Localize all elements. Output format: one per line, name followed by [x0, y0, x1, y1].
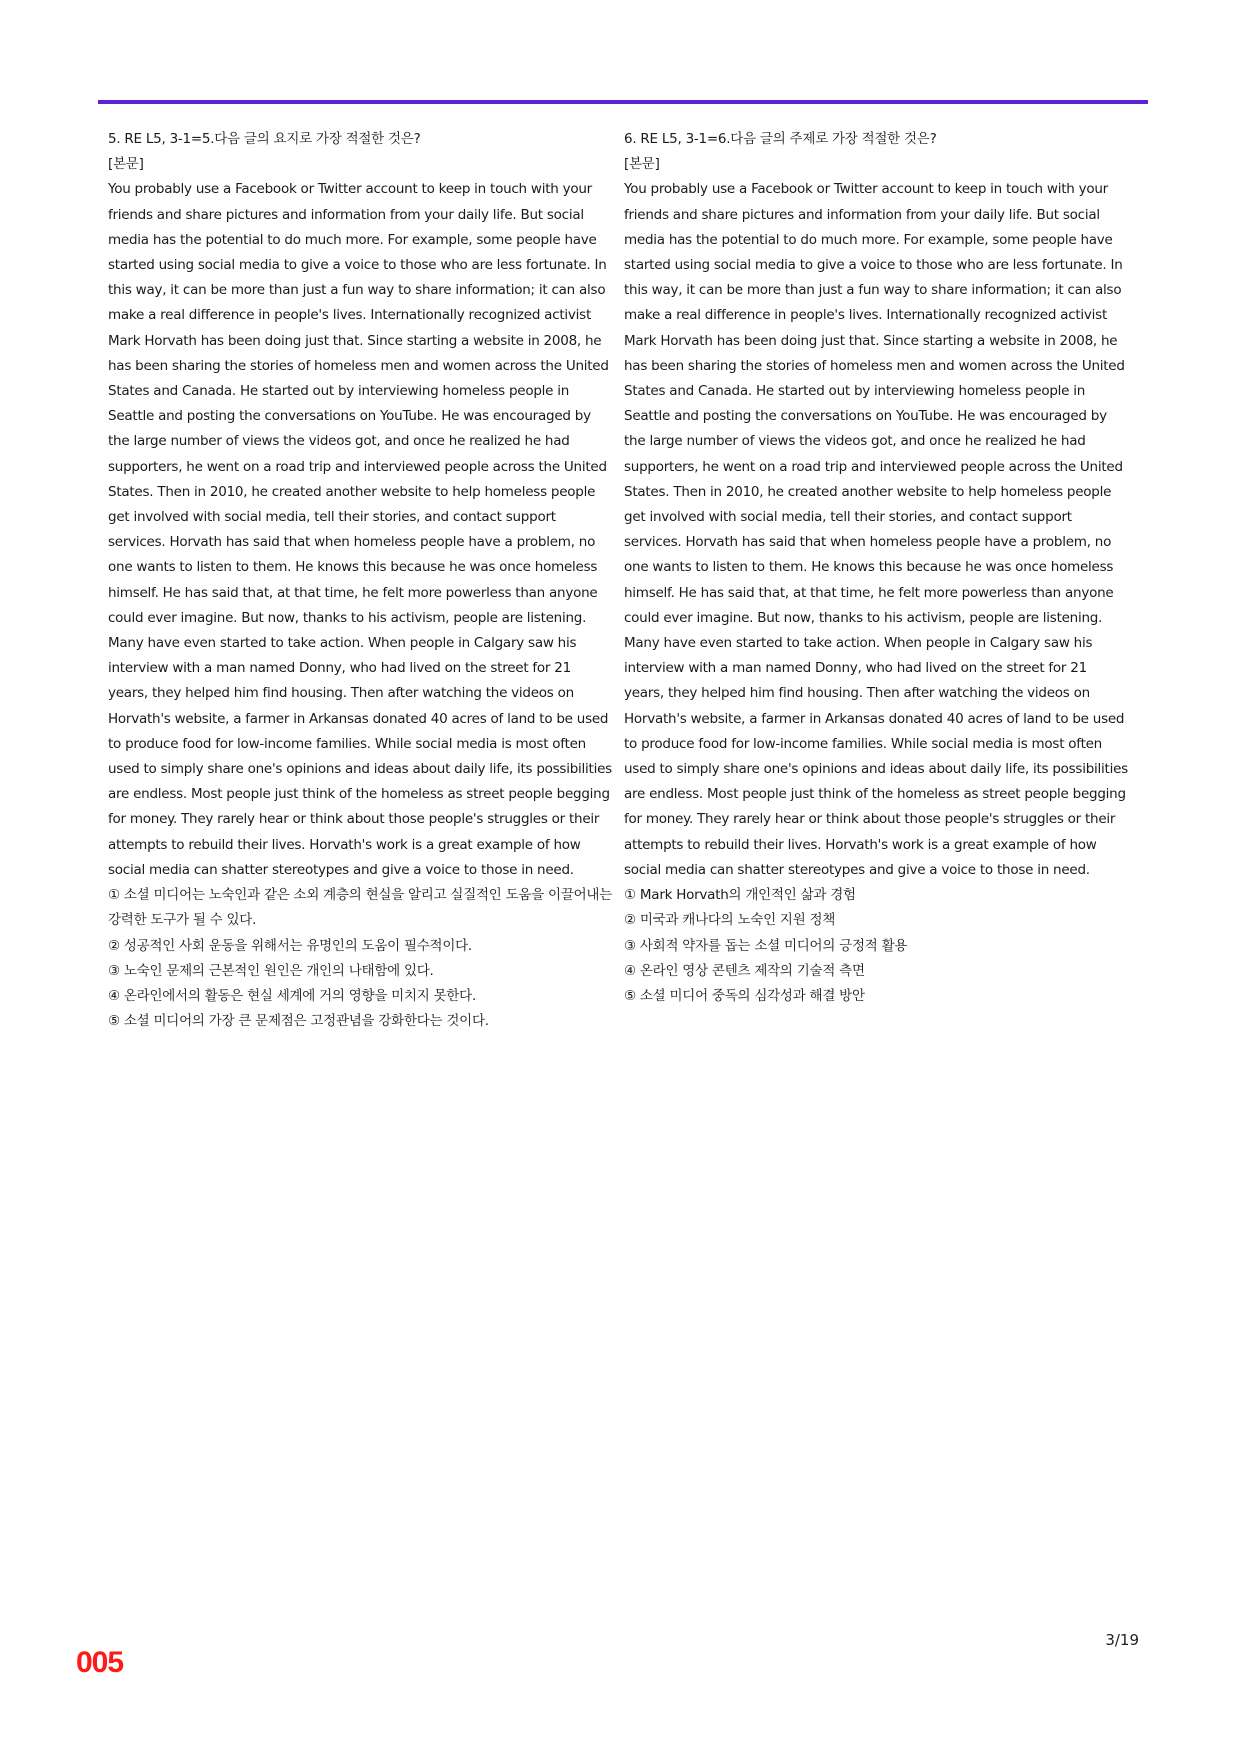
answer-choices	[624, 883, 1129, 1009]
choice-2: ② 성공적인 사회 운동을 위해서는 유명인의 도움이 필수적이다.	[108, 937, 472, 954]
header-rule	[98, 100, 1148, 104]
question-title: 6. RE L5, 3-1=6.다음 글의 주제로 가장 적절한 것은?	[624, 131, 937, 147]
passage-tag: [본문]	[108, 156, 144, 173]
question-6	[624, 127, 1129, 1009]
page-code: 005	[76, 1646, 124, 1679]
passage-text: You probably use a Facebook or Twitter account to keep in touch with your friends and share pictures and information from your daily life. But social media has the potential to do much more. For example, some people have started using social media to give a voice to those who are less fortunate. In this way, it can be more than just a fun way to share information; it can also make a real difference in people's lives. Internationally recognized activist Mark Horvath has been doing just that. Since starting a website in 2008, he has been sharing the stories of homeless men and women across the United States and Canada. He started out by interviewing homeless people in Seattle and posting the conversations on YouTube. He was encouraged by the large number of views the videos got, and once he realized he had supporters, he went on a road trip and interviewed people across the United States. Then in 2010, he created another website to help homeless people get involved with social media, tell their stories, and contact support services. Horvath has said that when homeless people have a problem, no one wants to listen to them. He knows this because he was once homeless himself. He has said that, at that time, he felt more powerless than anyone could ever imagine. But now, thanks to his activism, people are listening. Many have even started to take action. When people in Calgary saw his interview with a man named Donny, who had lived on the street for 21 years, they helped him find housing. Then after watching the videos on Horvath's website, a farmer in Arkansas donated 40 acres of land to be used to produce food for low-income families. While social media is most often used to simply share one's opinions and ideas about daily life, its possibilities are endless. Most people just think of the homeless as street people begging for money. They rarely hear or think about those people's struggles or their attempts to rebuild their lives. Horvath's work is a great example of how social media can shatter stereotypes and give a voice to those in need.	[108, 181, 612, 878]
choice-1: ① Mark Horvath의 개인적인 삶과 경험	[624, 887, 856, 904]
choice-5: ⑤ 소셜 미디어 중독의 심각성과 해결 방안	[624, 987, 865, 1004]
choice-1: ① 소셜 미디어는 노숙인과 같은 소외 계층의 현실을 알리고 실질적인 도움을 이끌어내는 강력한 도구가 될 수 있다.	[108, 887, 612, 929]
choice-3: ③ 사회적 약자를 돕는 소셜 미디어의 긍정적 활용	[624, 937, 908, 954]
choice-2: ② 미국과 캐나다의 노숙인 지원 정책	[624, 912, 836, 929]
choice-4: ④ 온라인에서의 활동은 현실 세계에 거의 영향을 미치지 못한다.	[108, 987, 476, 1004]
passage-tag: [본문]	[624, 156, 660, 173]
choice-3: ③ 노숙인 문제의 근본적인 원인은 개인의 나태함에 있다.	[108, 962, 434, 979]
passage-text: You probably use a Facebook or Twitter account to keep in touch with your friends and share pictures and information from your daily life. But social media has the potential to do much more. For example, some people have started using social media to give a voice to those who are less fortunate. In this way, it can be more than just a fun way to share information; it can also make a real difference in people's lives. Internationally recognized activist Mark Horvath has been doing just that. Since starting a website in 2008, he has been sharing the stories of homeless men and women across the United States and Canada. He started out by interviewing homeless people in Seattle and posting the conversations on YouTube. He was encouraged by the large number of views the videos got, and once he realized he had supporters, he went on a road trip and interviewed people across the United States. Then in 2010, he created another website to help homeless people get involved with social media, tell their stories, and contact support services. Horvath has said that when homeless people have a problem, no one wants to listen to them. He knows this because he was once homeless himself. He has said that, at that time, he felt more powerless than anyone could ever imagine. But now, thanks to his activism, people are listening. Many have even started to take action. When people in Calgary saw his interview with a man named Donny, who had lived on the street for 21 years, they helped him find housing. Then after watching the videos on Horvath's website, a farmer in Arkansas donated 40 acres of land to be used to produce food for low-income families. While social media is most often used to simply share one's opinions and ideas about daily life, its possibilities are endless. Most people just think of the homeless as street people begging for money. They rarely hear or think about those people's struggles or their attempts to rebuild their lives. Horvath's work is a great example of how social media can shatter stereotypes and give a voice to those in need.	[624, 181, 1128, 878]
question-title: 5. RE L5, 3-1=5.다음 글의 요지로 가장 적절한 것은?	[108, 131, 421, 147]
page-number: 3/19	[1105, 1631, 1139, 1649]
answer-choices	[108, 883, 613, 1034]
question-5	[108, 127, 613, 1034]
choice-4: ④ 온라인 영상 콘텐츠 제작의 기술적 측면	[624, 962, 865, 979]
choice-5: ⑤ 소셜 미디어의 가장 큰 문제점은 고정관념을 강화한다는 것이다.	[108, 1013, 489, 1030]
